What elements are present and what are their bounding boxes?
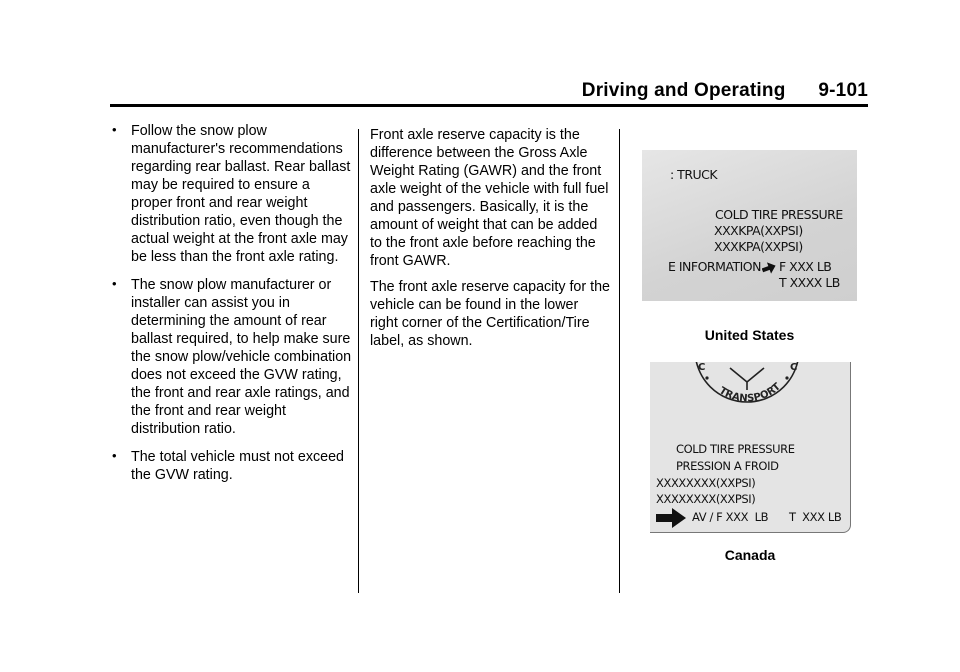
canada-tire-label-image bbox=[650, 362, 851, 533]
bullet-dot-icon: • bbox=[112, 276, 117, 291]
svg-text:TRANSPORT bbox=[717, 381, 783, 404]
label-kpa-value-1: XXXKPA(XXPSI) bbox=[714, 223, 803, 238]
paragraph: Front axle reserve capacity is the difference between the Gross Axle Weight Rating (GAWR) and the front axle weight of the vehicle with full fuel and passengers. Basically, it is the amount of weight that can be added to the front axle before reaching the front GAWR. bbox=[370, 127, 609, 269]
label-t-lb-text: T XXXX LB bbox=[779, 275, 840, 290]
svg-text:C: C bbox=[698, 362, 706, 373]
label-f-lb-text: F XXX LB bbox=[779, 259, 832, 274]
label-t-lb-text: T XXX LB bbox=[789, 510, 842, 524]
paragraph: The front axle reserve capacity for the vehicle can be found in the lower right corner of the Certification/Tire label, as shown. bbox=[370, 279, 610, 349]
header-page-number: 9-101 bbox=[818, 80, 868, 101]
arrow-right-icon bbox=[762, 262, 776, 274]
bullet-item bbox=[112, 276, 352, 438]
bullet-dot-icon: • bbox=[112, 448, 117, 463]
label-pression-text: PRESSION A FROID bbox=[676, 459, 779, 473]
label-kpa-value-2: XXXKPA(XXPSI) bbox=[714, 239, 803, 254]
bullet-dot-icon: • bbox=[112, 122, 117, 137]
transport-seal-icon bbox=[672, 362, 822, 410]
label-truck-text: : TRUCK bbox=[670, 167, 718, 182]
us-tire-label-image bbox=[642, 150, 857, 301]
column-1 bbox=[112, 122, 352, 494]
label-av-f-text: AV / F XXX LB bbox=[692, 510, 769, 524]
bullet-text: Follow the snow plow manufacturer's recommendations regarding rear ballast. Rear ballast may be required to ensure a proper front and rear weight distribution ratio, even though the actual weight at the front axle may be less than the front axle rating. bbox=[131, 123, 351, 265]
bullet-item bbox=[112, 448, 352, 484]
bullet-text: The snow plow manufacturer or installer can assist you in determining the amount of rear ballast required, to help make sure the snow plow/vehicle combination does not exceed the GVW rating, the front and rear axle ratings, and the front and rear weight distribution ratio. bbox=[131, 277, 352, 437]
label-value-2: XXXXXXXX(XXPSI) bbox=[656, 492, 756, 506]
column-2 bbox=[370, 126, 610, 358]
header-rule bbox=[110, 104, 868, 107]
column-divider-2 bbox=[619, 129, 620, 593]
us-label-caption: United States bbox=[704, 327, 795, 343]
bullet-item bbox=[112, 122, 352, 266]
label-cold-tire-text: COLD TIRE PRESSURE bbox=[676, 442, 795, 456]
bullet-text: The total vehicle must not exceed the GVW rating. bbox=[131, 449, 344, 483]
header-title bbox=[582, 80, 868, 102]
arrow-right-icon bbox=[656, 508, 686, 528]
svg-text:C: C bbox=[790, 362, 798, 373]
canada-label-caption: Canada bbox=[724, 547, 776, 563]
column-divider-1 bbox=[358, 129, 359, 593]
seal-text: TRANSPORT bbox=[717, 381, 783, 405]
label-info-text: E INFORMATION bbox=[668, 259, 761, 274]
label-cold-tire-text: COLD TIRE PRESSURE bbox=[715, 207, 843, 222]
header-section: Driving and Operating bbox=[581, 80, 786, 101]
label-value-1: XXXXXXXX(XXPSI) bbox=[656, 476, 756, 490]
